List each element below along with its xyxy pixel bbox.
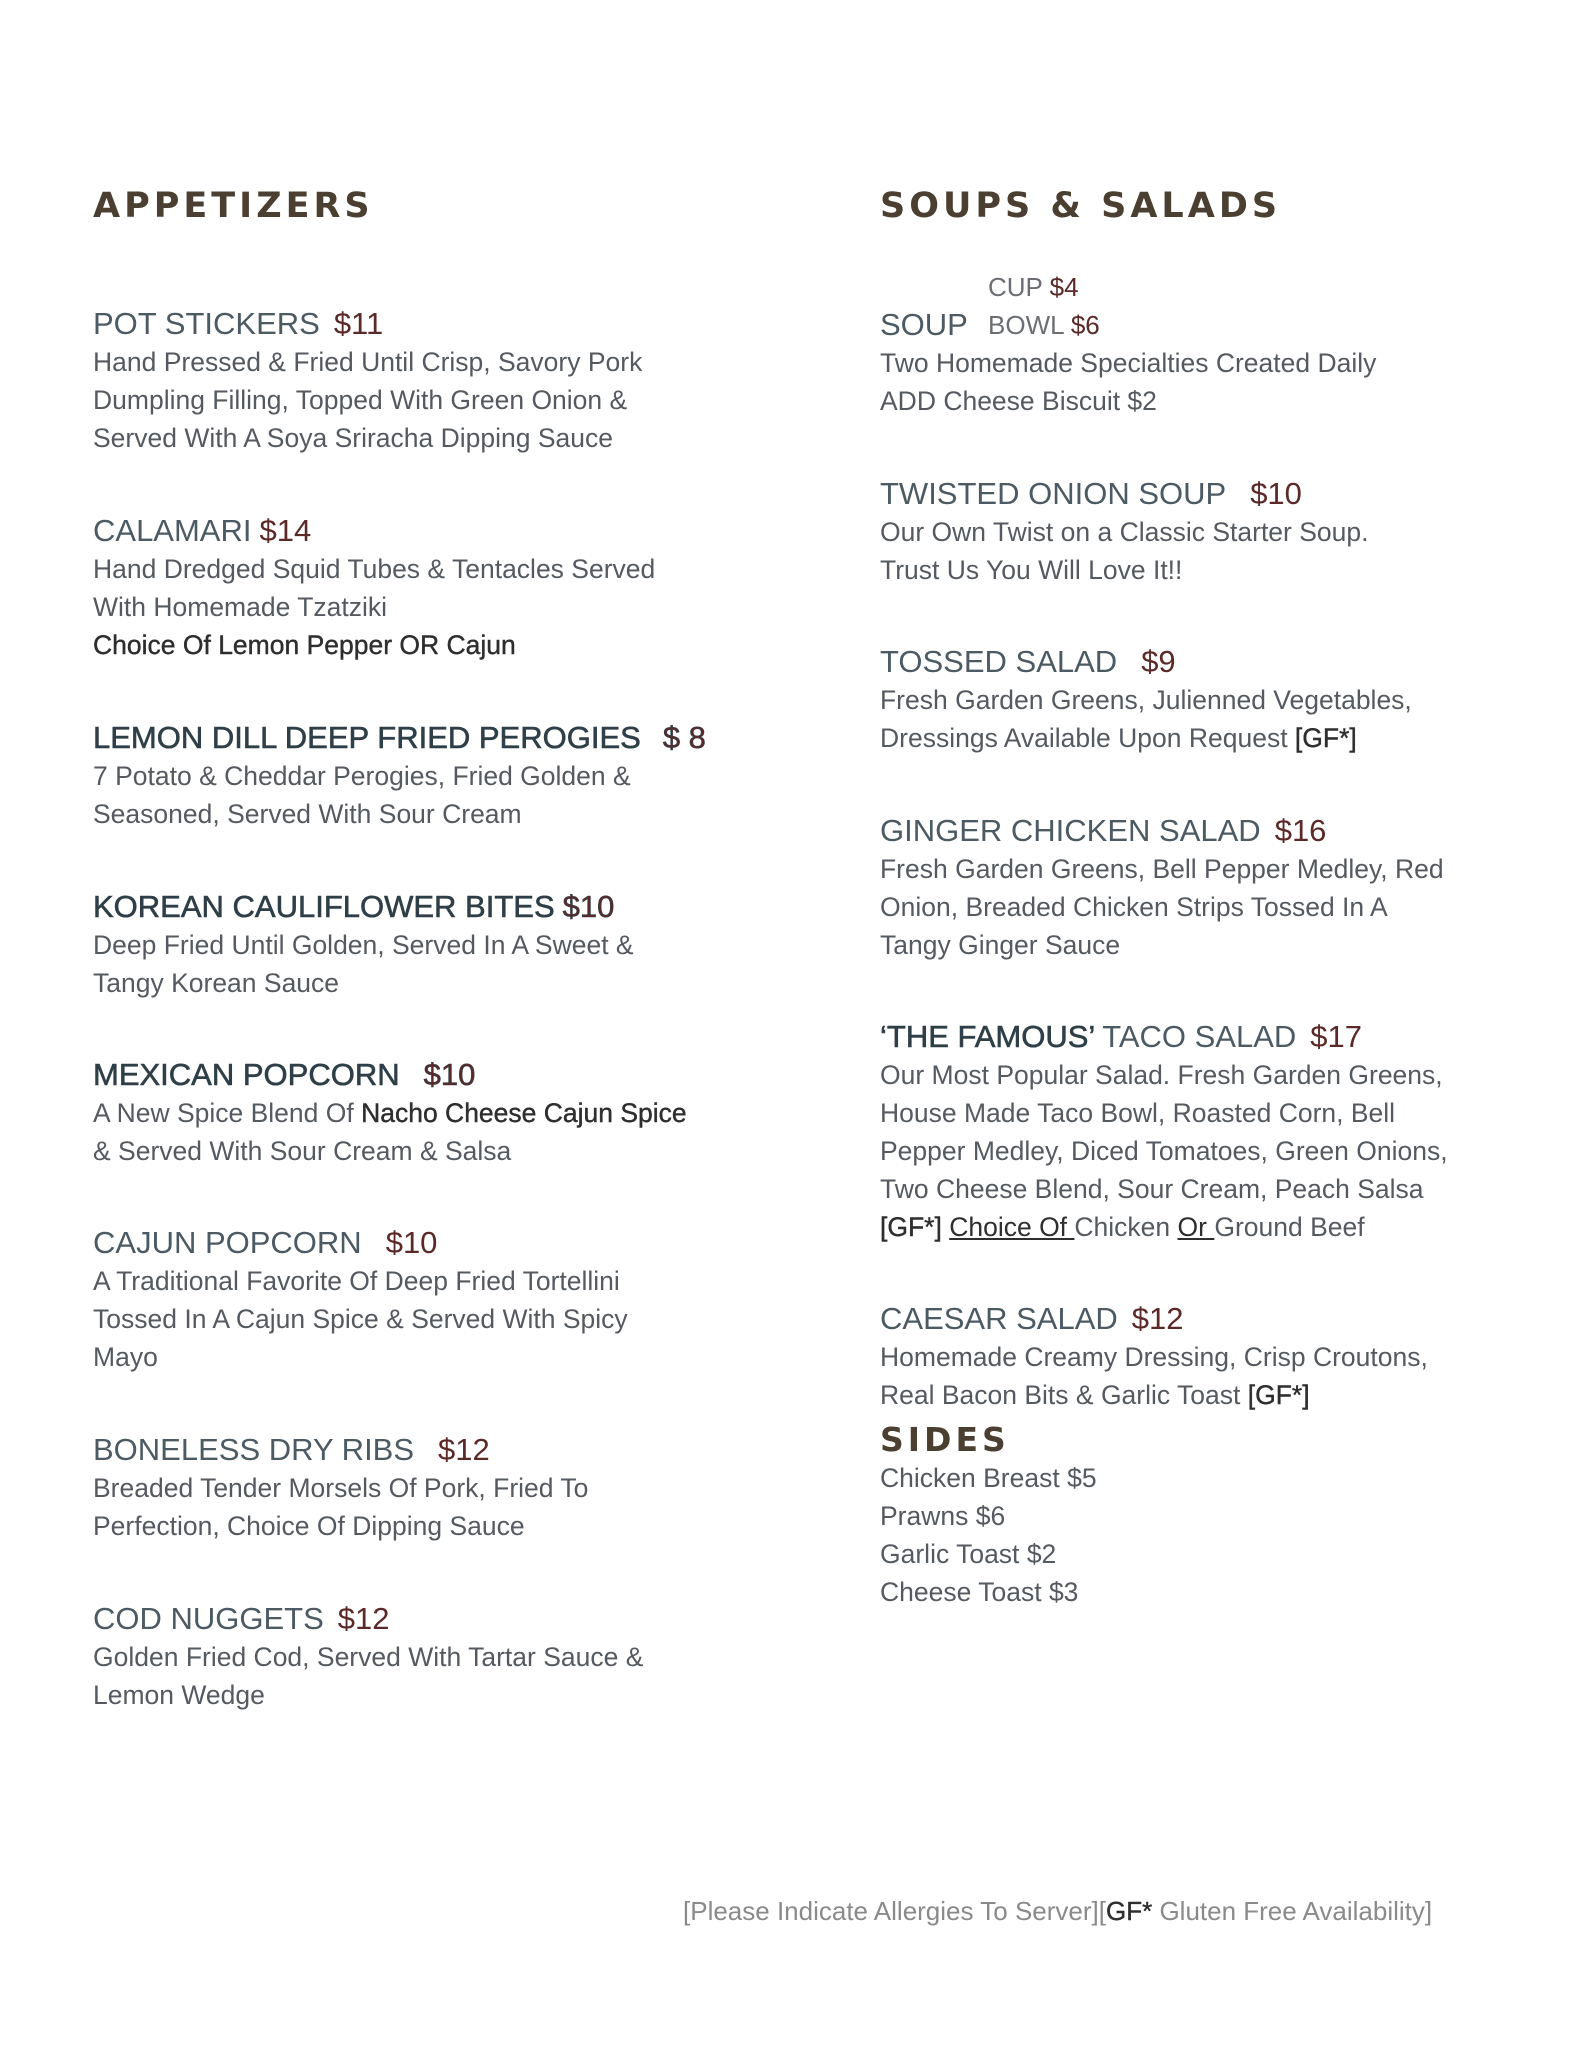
item-price: $12 [337, 1601, 390, 1636]
bowl-price: $6 [1070, 310, 1100, 340]
item-price: $ 8 [662, 720, 706, 755]
item-description [880, 719, 1500, 757]
item-description: Homemade Creamy Dressing, Crisp Croutons, [880, 1342, 1428, 1372]
item-header [880, 643, 1500, 681]
item-price: $9 [1141, 644, 1176, 679]
item-description: Our Most Popular Salad. Fresh Garden Greens, [880, 1060, 1443, 1090]
item-description [93, 1094, 713, 1132]
item-name: LEMON DILL DEEP FRIED PEROGIES [93, 720, 641, 755]
gluten-free-marker: GF* [1105, 1896, 1153, 1926]
item-name: TOSSED SALAD [880, 644, 1118, 679]
item-description: Hand Pressed & Fried Until Crisp, Savory Pork [93, 347, 643, 377]
item-description: ADD Cheese Biscuit $2 [880, 386, 1157, 416]
side-price: $2 [1026, 1539, 1057, 1569]
item-price: $17 [1310, 1019, 1363, 1054]
item-name: COD NUGGETS [93, 1601, 324, 1636]
item-description: Tossed In A Cajun Spice & Served With Spicy [93, 1304, 628, 1334]
menu-item-mexican-popcorn [93, 1056, 713, 1170]
cup-label: CUP [988, 272, 1043, 302]
item-name: GINGER CHICKEN SALAD [880, 813, 1261, 848]
item-header [880, 1300, 1500, 1338]
footer-text: [Please Indicate Allergies To Server][ [683, 1896, 1106, 1926]
item-description: Tangy Ginger Sauce [880, 930, 1121, 960]
item-price: $16 [1274, 813, 1327, 848]
choice-label: Choice Of [949, 1212, 1075, 1242]
item-description: Pepper Medley, Diced Tomatoes, Green Onions, [880, 1136, 1448, 1166]
item-price: $14 [259, 513, 312, 548]
bowl-label: BOWL [988, 310, 1064, 340]
gluten-free-badge: [GF*] [1247, 1380, 1310, 1410]
side-price: $6 [975, 1501, 1006, 1531]
menu-item-korean-cauliflower-bites [93, 888, 713, 1002]
item-description: & Served With Sour Cream & Salsa [93, 1136, 512, 1166]
item-description: Golden Fried Cod, Served With Tartar Sauce & [93, 1642, 644, 1672]
cup-price: $4 [1049, 272, 1079, 302]
item-description: Fresh Garden Greens, Bell Pepper Medley, Red [880, 854, 1444, 884]
item-description: 7 Potato & Cheddar Perogies, Fried Golden & [93, 761, 631, 791]
item-description: Two Homemade Specialties Created Daily [880, 348, 1377, 378]
soup-sizes [988, 268, 1100, 344]
soup-cup-size [988, 268, 1100, 306]
appetizers-title: APPETIZERS [93, 186, 374, 226]
menu-item-tossed-salad [880, 643, 1500, 757]
item-description: Lemon Wedge [93, 1680, 265, 1710]
side-item [880, 1459, 1500, 1497]
item-description-group [880, 344, 1376, 420]
item-price: $12 [438, 1432, 490, 1467]
soup-bowl-size [988, 306, 1100, 344]
item-price: $10 [385, 1225, 438, 1260]
item-name: KOREAN CAULIFLOWER BITES [93, 889, 555, 924]
item-description: Our Own Twist on a Classic Starter Soup. [880, 517, 1369, 547]
menu-item-cajun-popcorn [93, 1224, 713, 1376]
item-description: Hand Dredged Squid Tubes & Tentacles Served [93, 554, 656, 584]
gluten-free-badge: [GF*] [1294, 723, 1357, 753]
sides-section [880, 1420, 1500, 1611]
side-label: Garlic Toast [880, 1539, 1020, 1569]
item-description: Breaded Tender Morsels Of Pork, Fried To [93, 1473, 589, 1503]
menu-item-calamari [93, 512, 713, 664]
item-name: MEXICAN POPCORN [93, 1057, 400, 1092]
description-text: Dressings Available Upon Request [880, 723, 1295, 753]
side-label: Prawns [880, 1501, 969, 1531]
item-price: $10 [423, 1057, 476, 1092]
item-description: Tangy Korean Sauce [93, 968, 340, 998]
menu-item-twisted-onion-soup [880, 475, 1500, 589]
description-highlight: Nacho Cheese Cajun Spice [361, 1098, 687, 1128]
item-name: CAJUN POPCORN [93, 1225, 362, 1260]
side-label: Cheese Toast [880, 1577, 1042, 1607]
side-item [880, 1573, 1500, 1611]
item-name: TACO SALAD [1094, 1019, 1297, 1054]
item-price: $10 [562, 889, 615, 924]
menu-item-perogies [93, 719, 713, 833]
choice-option: Chicken [1074, 1212, 1178, 1242]
item-price: $12 [1131, 1301, 1184, 1336]
menu-item-pot-stickers [93, 305, 713, 457]
soups-salads-title: SOUPS & SALADS [880, 186, 1282, 226]
menu-item-caesar-salad [880, 1300, 1500, 1414]
item-price: $10 [1250, 476, 1302, 511]
item-description: House Made Taco Bowl, Roasted Corn, Bell [880, 1098, 1396, 1128]
choice-or: Or [1177, 1212, 1215, 1242]
item-price: $11 [333, 306, 384, 341]
item-header [93, 1431, 713, 1469]
item-description: Perfection, Choice Of Dipping Sauce [93, 1511, 525, 1541]
item-description [880, 1376, 1500, 1414]
item-name-emphasis: ‘THE FAMOUS’ [880, 1019, 1095, 1054]
item-header [880, 1018, 1500, 1056]
item-description: Dumpling Filling, Topped With Green Onion & [93, 385, 628, 415]
item-description: Deep Fried Until Golden, Served In A Sweet & [93, 930, 634, 960]
footer-text: Gluten Free Availability] [1152, 1896, 1433, 1926]
item-header [93, 1600, 713, 1638]
item-name: POT STICKERS [93, 306, 320, 341]
item-description: Mayo [93, 1342, 158, 1372]
item-header [93, 305, 713, 343]
item-description: Served With A Soya Sriracha Dipping Sauce [93, 423, 613, 453]
item-header [93, 888, 713, 926]
item-description: Onion, Breaded Chicken Strips Tossed In A [880, 892, 1388, 922]
item-header [880, 812, 1500, 850]
item-header [93, 719, 713, 757]
item-description: Two Cheese Blend, Sour Cream, Peach Salsa [880, 1174, 1424, 1204]
item-header [93, 512, 713, 550]
item-description: With Homemade Tzatziki [93, 592, 388, 622]
item-header [93, 1056, 713, 1094]
menu-item-taco-salad [880, 1018, 1500, 1246]
side-price: $3 [1048, 1577, 1079, 1607]
side-label: Chicken Breast [880, 1463, 1060, 1493]
gluten-free-badge: [GF*] [880, 1212, 942, 1242]
item-name: CAESAR SALAD [880, 1301, 1118, 1336]
item-description [880, 1208, 1500, 1246]
item-name: CALAMARI [93, 513, 252, 548]
menu-item-cod-nuggets [93, 1600, 713, 1714]
item-description: Trust Us You Will Love It!! [880, 555, 1183, 585]
item-description: Seasoned, Served With Sour Cream [93, 799, 522, 829]
item-header [93, 1224, 713, 1262]
menu-item-ginger-chicken-salad [880, 812, 1500, 964]
description-text: A New Spice Blend Of [93, 1098, 362, 1128]
item-name: BONELESS DRY RIBS [93, 1432, 415, 1467]
side-item [880, 1497, 1500, 1535]
sides-title: SIDES [880, 1420, 1010, 1459]
item-name: SOUP [880, 307, 968, 342]
side-item [880, 1535, 1500, 1573]
item-header [880, 475, 1500, 513]
menu-item-boneless-dry-ribs [93, 1431, 713, 1545]
choice-option: Ground Beef [1214, 1212, 1365, 1242]
menu-item-soup [880, 268, 1500, 428]
description-text: Real Bacon Bits & Garlic Toast [880, 1380, 1248, 1410]
item-choice-note: Choice Of Lemon Pepper OR Cajun [93, 630, 516, 660]
item-description: Fresh Garden Greens, Julienned Vegetables, [880, 685, 1412, 715]
item-name: TWISTED ONION SOUP [880, 476, 1227, 511]
side-price: $5 [1067, 1463, 1097, 1493]
item-description: A Traditional Favorite Of Deep Fried Tortellini [93, 1266, 620, 1296]
allergy-footer-note [683, 1896, 1483, 1927]
